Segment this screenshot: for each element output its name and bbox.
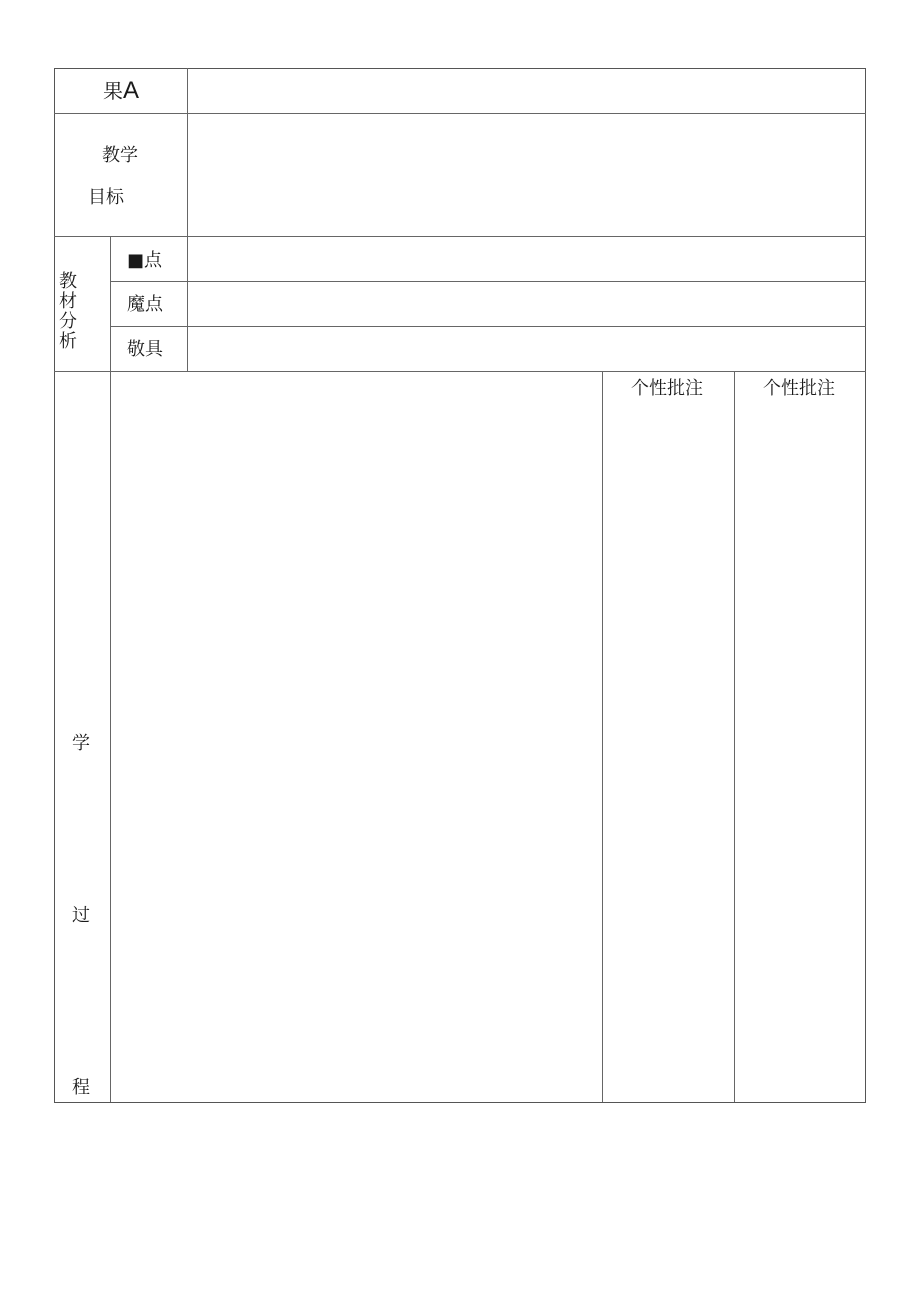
annotation-field-2[interactable]	[735, 405, 865, 1102]
objectives-field[interactable]	[188, 114, 865, 236]
key-point-field[interactable]	[188, 237, 865, 281]
annotation-header-1: 个性批注	[631, 378, 703, 399]
difficulty-label: 魔点	[127, 294, 163, 315]
material-analysis-char: 材	[59, 291, 77, 312]
lesson-label-char: 果	[103, 79, 123, 103]
annotation-header-2: 个性批注	[763, 378, 835, 399]
material-analysis-char: 分	[59, 311, 77, 332]
key-point-label: ■点	[127, 250, 163, 271]
material-analysis-char: 教	[59, 271, 77, 292]
material-analysis-label	[58, 272, 78, 352]
material-analysis-char: 析	[59, 331, 77, 352]
lesson-label	[103, 77, 140, 104]
difficulty-field[interactable]	[188, 282, 865, 326]
lesson-label-letter: A	[123, 77, 140, 104]
process-label-char-1: 学	[72, 733, 90, 754]
process-label-char-3: 程	[72, 1077, 90, 1098]
lesson-title-field[interactable]	[188, 69, 865, 113]
teaching-aids-label: 敬具	[127, 339, 163, 360]
process-label-char-2: 过	[72, 905, 90, 926]
objectives-label-line1: 教学	[102, 145, 138, 166]
annotation-field-1[interactable]	[603, 405, 734, 1102]
teaching-aids-field[interactable]	[188, 327, 865, 371]
process-content-field[interactable]	[111, 372, 602, 1102]
objectives-label-line2: 目标	[88, 187, 124, 208]
